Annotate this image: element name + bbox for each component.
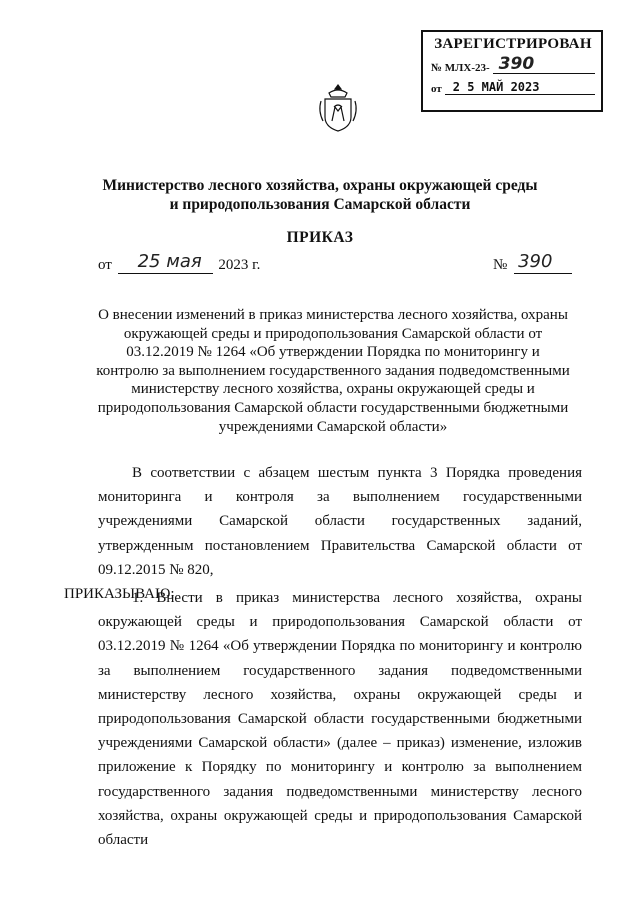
stamp-title: ЗАРЕГИСТРИРОВАН (434, 36, 592, 52)
stamp-date-value: 2 5 МАЙ 2023 (452, 80, 540, 94)
ministry-line-2: и природопользования Самарской области (169, 196, 471, 213)
order-command: ПРИКАЗЫВАЮ: (64, 586, 175, 603)
ministry-name (100, 176, 540, 214)
order-title: ПРИКАЗ (286, 229, 354, 246)
registration-stamp (421, 30, 603, 112)
stamp-number-label: № МЛХ-23- (431, 62, 490, 74)
body-paragraph-2: 1. Внести в приказ министерства лесного хозяйства, охраны окружающей среды и природопользования Самарской области от 03.12.2019 № 1264 «Об утверждении Порядка по мониторингу и контролю за выполнением государственного задания подведомственными министерству лесного хозяйства, охраны окружающей среды и природопользования Самарской области государственными бюджетными учреждениями Самарской области» (далее – приказ) изменение, изложив приложение к Порядку по мониторингу и контролю за выполнением государственного задания подведомственными министерству лесного хозяйства, охраны окружающей среды и природопользования Самарской области (98, 590, 582, 849)
order-date-prefix: от (98, 257, 112, 273)
order-number (493, 251, 572, 274)
stamp-number-row (431, 54, 595, 74)
order-date (98, 251, 261, 274)
order-number-prefix: № (493, 257, 508, 273)
stamp-date-label: от (431, 83, 442, 95)
order-number-handwritten: 390 (518, 251, 553, 272)
body-paragraph-1 (64, 461, 582, 606)
ministry-line-1: Министерство лесного хозяйства, охраны окружающей среды (102, 177, 538, 194)
stamp-date-row (431, 78, 595, 95)
order-subject: О внесении изменений в приказ министерства лесного хозяйства, охраны окружающей среды и природопользования Самарской области от 03.12.2019 № 1264 «Об утверждении Порядка по мониторингу и контролю за выполнением государственного задания подведомственными министерству лесного хозяйства, охраны окружающей среды и природопользования Самарской области государственными бюджетными учреждениями Самарской области» (96, 307, 570, 435)
order-date-handwritten: 25 мая (137, 251, 202, 272)
stamp-number-handwritten: 390 (498, 54, 535, 74)
order-date-suffix: 2023 г. (218, 257, 261, 273)
coat-of-arms-icon (317, 83, 359, 135)
body-paragraph-1-text: В соответствии с абзацем шестым пункта 3 Порядка проведения мониторинга и контроля за выполнением государственными учреждениями Самарской области государственных заданий, утвержденным постановлением Правительства Самарской области от 09.12.2015 № 820, (98, 465, 582, 578)
